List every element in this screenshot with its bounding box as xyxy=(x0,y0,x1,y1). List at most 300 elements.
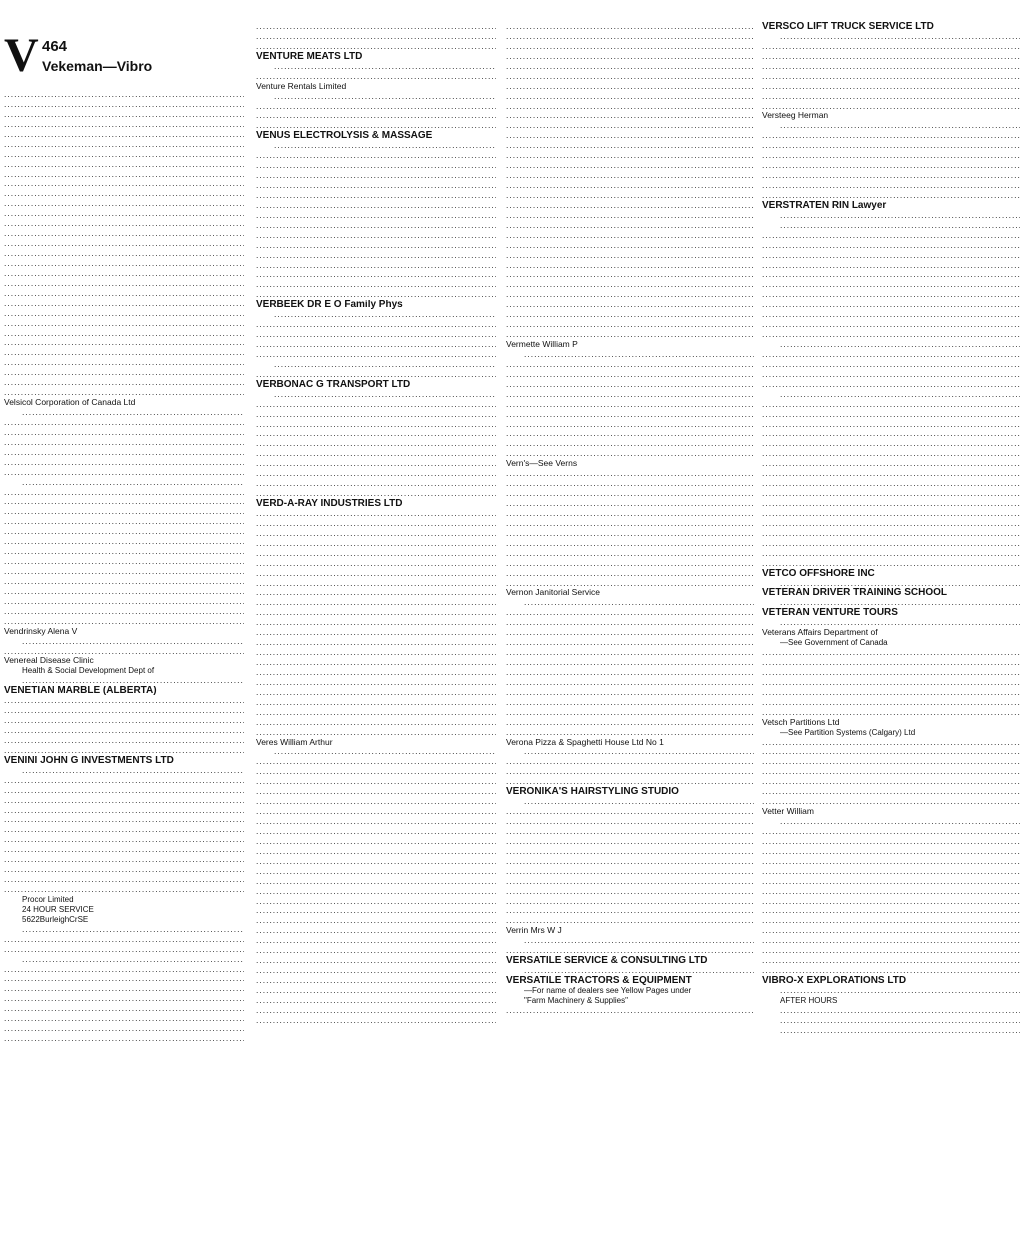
listing-heading xyxy=(762,569,1020,579)
listing-entry xyxy=(506,211,754,221)
leader-dots xyxy=(780,1006,1020,1016)
leader-dots xyxy=(506,668,754,678)
listing-entry xyxy=(506,648,754,658)
leader-dots xyxy=(256,608,496,618)
listing-entry xyxy=(762,261,1020,271)
leader-dots xyxy=(506,22,754,32)
listing-entry xyxy=(4,458,244,468)
leader-dots xyxy=(506,499,754,509)
listing-entry xyxy=(256,618,496,628)
listing-entry xyxy=(256,926,496,936)
listing-heading xyxy=(762,22,1020,32)
leader-dots xyxy=(762,519,1020,529)
listing-entry xyxy=(506,429,754,439)
listing-entry xyxy=(762,439,1020,449)
listing-entry xyxy=(506,52,754,62)
listing-name xyxy=(256,92,274,102)
leader-dots xyxy=(780,986,1020,996)
leader-dots xyxy=(274,141,496,151)
leader-dots xyxy=(780,121,1020,131)
listing-entry xyxy=(506,738,754,748)
leader-dots xyxy=(4,458,244,468)
leader-dots xyxy=(274,62,496,72)
listing-entry xyxy=(4,259,244,269)
listing-name: VENETIAN MARBLE (ALBERTA) xyxy=(4,686,157,697)
leader-dots xyxy=(762,698,1020,708)
leader-dots xyxy=(506,261,754,271)
listing-entry xyxy=(4,398,244,408)
listing-entry xyxy=(506,847,754,857)
leader-dots xyxy=(780,221,1020,231)
listing-entry xyxy=(4,676,244,686)
leader-dots xyxy=(506,688,754,698)
leader-dots xyxy=(4,647,244,657)
listing-entry xyxy=(506,62,754,72)
listing-entry xyxy=(506,459,754,469)
listing-entry xyxy=(4,547,244,557)
listing-entry xyxy=(506,449,754,459)
listing-heading xyxy=(506,956,754,966)
listing-name xyxy=(506,936,524,946)
leader-dots xyxy=(762,439,1020,449)
leader-dots xyxy=(762,906,1020,916)
leader-dots xyxy=(4,776,244,786)
listing-entry xyxy=(256,777,496,787)
leader-dots xyxy=(256,251,496,261)
listing-name xyxy=(4,637,22,647)
listing-entry xyxy=(4,289,244,299)
listing-entry xyxy=(506,270,754,280)
listing-heading xyxy=(4,706,244,716)
listing-entry xyxy=(762,867,1020,877)
leader-dots xyxy=(506,290,754,300)
listing-name: Vendrinsky Alena V xyxy=(4,626,78,636)
leader-dots xyxy=(762,72,1020,82)
leader-dots xyxy=(762,52,1020,62)
leader-dots xyxy=(762,429,1020,439)
listing-entry xyxy=(256,608,496,618)
listing-entry xyxy=(256,191,496,201)
listing-entry xyxy=(762,221,1020,231)
leader-dots xyxy=(506,102,754,112)
listing-heading xyxy=(256,52,496,62)
listing-entry xyxy=(256,320,496,330)
listing-entry xyxy=(4,994,244,1004)
leader-dots xyxy=(4,388,244,398)
leader-dots xyxy=(4,974,244,984)
listing-entry xyxy=(762,698,1020,708)
listing-name xyxy=(506,747,524,757)
leader-dots xyxy=(256,459,496,469)
leader-dots xyxy=(4,825,244,835)
listing-entry xyxy=(506,559,754,569)
leader-dots xyxy=(780,211,1020,221)
leader-dots xyxy=(506,171,754,181)
listing-entry xyxy=(762,757,1020,767)
listing-entry xyxy=(506,688,754,698)
listing-entry xyxy=(256,956,496,966)
leader-dots xyxy=(506,648,754,658)
leader-dots xyxy=(780,579,1020,589)
listing-entry xyxy=(4,577,244,587)
leader-dots xyxy=(506,807,754,817)
listing-name: 5622BurleighCrSE xyxy=(22,914,89,924)
listing-entry xyxy=(506,330,754,340)
listing-entry xyxy=(506,241,754,251)
leader-dots xyxy=(506,439,754,449)
listing-entry xyxy=(762,718,1020,728)
listing-entry xyxy=(762,539,1020,549)
listing-entry xyxy=(4,170,244,180)
leader-dots xyxy=(762,777,1020,787)
leader-dots xyxy=(4,90,244,100)
listing-entry xyxy=(762,489,1020,499)
listing-entry xyxy=(506,877,754,887)
listing-entry xyxy=(506,509,754,519)
listing-entry xyxy=(256,42,496,52)
leader-dots xyxy=(506,698,754,708)
listing-heading xyxy=(256,131,496,141)
leader-dots xyxy=(4,806,244,816)
listing-entry xyxy=(506,310,754,320)
listing-entry xyxy=(256,738,496,748)
listing-entry xyxy=(256,569,496,579)
listing-entry xyxy=(256,529,496,539)
listing-entry xyxy=(256,410,496,420)
listing-entry xyxy=(762,469,1020,479)
listing-entry xyxy=(256,62,496,72)
listing-entry xyxy=(4,885,244,895)
leader-dots xyxy=(22,766,244,776)
listing-entry xyxy=(4,189,244,199)
listing-entry xyxy=(256,767,496,777)
leader-dots xyxy=(256,708,496,718)
listing-entry xyxy=(762,300,1020,310)
listing-entry xyxy=(256,141,496,151)
listing-entry xyxy=(4,855,244,865)
leader-dots xyxy=(524,747,754,757)
listing-entry xyxy=(506,539,754,549)
leader-dots xyxy=(506,906,754,916)
listing-entry xyxy=(256,579,496,589)
leader-dots xyxy=(256,469,496,479)
listing-name xyxy=(762,32,780,42)
listing-entry xyxy=(4,130,244,140)
listing-entry xyxy=(762,270,1020,280)
leader-dots xyxy=(762,92,1020,102)
listing-entry xyxy=(256,370,496,380)
leader-dots xyxy=(762,261,1020,271)
leader-dots xyxy=(762,370,1020,380)
leader-dots xyxy=(4,110,244,120)
leader-dots xyxy=(4,249,244,259)
leader-dots xyxy=(256,857,496,867)
listing-entry xyxy=(4,448,244,458)
listing-name: Procor Limited xyxy=(22,894,74,904)
listing-name xyxy=(762,221,780,231)
listing-name xyxy=(4,478,22,488)
listing-entry xyxy=(506,280,754,290)
listing-entry xyxy=(506,181,754,191)
leader-dots xyxy=(506,141,754,151)
leader-dots xyxy=(762,509,1020,519)
listing-entry xyxy=(4,527,244,537)
leader-dots xyxy=(506,757,754,767)
leader-dots xyxy=(762,191,1020,201)
listing-entry xyxy=(256,350,496,360)
listing-entry xyxy=(4,637,244,647)
listing-entry xyxy=(762,340,1020,350)
leader-dots xyxy=(780,1016,1020,1026)
leader-dots xyxy=(22,637,244,647)
listing-entry xyxy=(4,865,244,875)
listing-entry xyxy=(506,32,754,42)
listing-entry xyxy=(256,221,496,231)
leader-dots xyxy=(256,231,496,241)
leader-dots xyxy=(506,400,754,410)
leader-dots xyxy=(762,310,1020,320)
listing-entry xyxy=(256,400,496,410)
leader-dots xyxy=(4,338,244,348)
leader-dots xyxy=(506,231,754,241)
leader-dots xyxy=(256,191,496,201)
listing-entry xyxy=(4,776,244,786)
listing-entry xyxy=(762,1006,1020,1016)
leader-dots xyxy=(256,22,496,32)
listing-name: AFTER HOURS xyxy=(780,995,838,1005)
listing-entry xyxy=(506,728,754,738)
leader-dots xyxy=(4,309,244,319)
listing-entry xyxy=(4,806,244,816)
leader-dots xyxy=(506,678,754,688)
listing-entry xyxy=(506,807,754,817)
listing-entry xyxy=(4,696,244,706)
leader-dots xyxy=(4,189,244,199)
listing-heading xyxy=(4,686,244,696)
listing-name xyxy=(762,986,780,996)
listing-entry xyxy=(762,906,1020,916)
listing-entry xyxy=(506,251,754,261)
leader-dots xyxy=(4,517,244,527)
listing-entry xyxy=(4,955,244,965)
listing-entry xyxy=(762,151,1020,161)
listing-entry xyxy=(762,330,1020,340)
listing-entry xyxy=(762,92,1020,102)
leader-dots xyxy=(506,469,754,479)
listing-entry xyxy=(256,1006,496,1016)
listing-entry xyxy=(4,587,244,597)
leader-dots xyxy=(506,370,754,380)
listing-name xyxy=(762,340,780,350)
leader-dots xyxy=(762,330,1020,340)
listing-entry xyxy=(4,766,244,776)
listing-entry xyxy=(506,777,754,787)
leader-dots xyxy=(780,598,1020,608)
leader-dots xyxy=(4,835,244,845)
listing-column-4 xyxy=(762,22,1020,1036)
listing-name xyxy=(762,817,780,827)
listing-entry xyxy=(762,241,1020,251)
listing-entry xyxy=(762,310,1020,320)
leader-dots xyxy=(506,867,754,877)
listing-entry xyxy=(256,728,496,738)
listing-name: Health & Social Development Dept of xyxy=(22,666,155,676)
listing-heading xyxy=(506,976,754,986)
listing-entry xyxy=(762,618,1020,628)
leader-dots xyxy=(762,410,1020,420)
listing-name: VERD-A-RAY INDUSTRIES LTD xyxy=(256,499,403,509)
listing-entry xyxy=(506,897,754,907)
listing-entry xyxy=(762,131,1020,141)
leader-dots xyxy=(256,519,496,529)
listing-entry xyxy=(762,658,1020,668)
leader-dots xyxy=(4,160,244,170)
listing-entry xyxy=(4,915,244,925)
guide-words: Vekeman—Vibro xyxy=(42,58,153,74)
listing-entry xyxy=(4,746,244,756)
listing-entry xyxy=(762,996,1020,1006)
leader-dots xyxy=(780,32,1020,42)
listing-entry xyxy=(256,747,496,757)
leader-dots xyxy=(506,300,754,310)
listing-heading xyxy=(762,608,1020,618)
listing-name xyxy=(256,390,274,400)
listing-entry xyxy=(762,847,1020,857)
leader-dots xyxy=(506,916,754,926)
leader-dots xyxy=(256,102,496,112)
leader-dots xyxy=(762,131,1020,141)
listing-entry xyxy=(506,966,754,976)
leader-dots xyxy=(506,251,754,261)
listing-name xyxy=(4,408,22,418)
leader-dots xyxy=(506,111,754,121)
listing-entry xyxy=(762,449,1020,459)
leader-dots xyxy=(4,1004,244,1014)
leader-dots xyxy=(4,597,244,607)
listing-name xyxy=(762,390,780,400)
leader-dots xyxy=(524,598,754,608)
leader-dots xyxy=(506,62,754,72)
leader-dots xyxy=(762,648,1020,658)
listing-entry xyxy=(762,986,1020,996)
leader-dots xyxy=(506,211,754,221)
leader-dots xyxy=(506,827,754,837)
leader-dots xyxy=(506,549,754,559)
listing-entry xyxy=(762,747,1020,757)
listing-entry xyxy=(256,111,496,121)
leader-dots xyxy=(256,887,496,897)
leader-dots xyxy=(762,479,1020,489)
listing-heading xyxy=(256,161,496,171)
leader-dots xyxy=(506,946,754,956)
listing-entry xyxy=(762,628,1020,638)
leader-dots xyxy=(762,757,1020,767)
leader-dots xyxy=(256,529,496,539)
listing-entry xyxy=(506,300,754,310)
listing-entry xyxy=(4,607,244,617)
listing-entry xyxy=(506,718,754,728)
leader-dots xyxy=(4,547,244,557)
listing-entry xyxy=(506,231,754,241)
leader-dots xyxy=(256,241,496,251)
listing-name: Verrin Mrs W J xyxy=(506,926,562,936)
leader-dots xyxy=(762,171,1020,181)
listing-entry xyxy=(256,887,496,897)
listing-entry xyxy=(256,936,496,946)
listing-entry xyxy=(4,219,244,229)
listing-entry xyxy=(506,191,754,201)
listing-entry xyxy=(762,370,1020,380)
listing-entry xyxy=(4,229,244,239)
listing-entry xyxy=(762,668,1020,678)
listing-entry xyxy=(762,280,1020,290)
listing-column-2 xyxy=(256,22,496,1026)
listing-entry xyxy=(762,877,1020,887)
leader-dots xyxy=(256,280,496,290)
leader-dots xyxy=(4,448,244,458)
listing-entry xyxy=(506,598,754,608)
listing-entry xyxy=(4,835,244,845)
leader-dots xyxy=(256,787,496,797)
leader-dots xyxy=(762,926,1020,936)
listing-entry xyxy=(256,201,496,211)
listing-entry xyxy=(506,946,754,956)
listing-entry xyxy=(4,656,244,666)
leader-dots xyxy=(256,340,496,350)
listing-entry xyxy=(762,82,1020,92)
leader-dots xyxy=(274,390,496,400)
listing-entry xyxy=(506,400,754,410)
listing-name: VENINI JOHN G INVESTMENTS LTD xyxy=(4,755,174,766)
leader-dots xyxy=(506,380,754,390)
listing-entry xyxy=(4,110,244,120)
listing-name: VERBEEK DR E O Family Phys xyxy=(256,300,403,311)
leader-dots xyxy=(506,320,754,330)
listing-entry xyxy=(256,390,496,400)
listing-entry xyxy=(762,638,1020,648)
listing-name: VERSATILE SERVICE & CONSULTING LTD xyxy=(506,956,708,967)
leader-dots xyxy=(256,648,496,658)
listing-name xyxy=(762,121,780,131)
leader-dots xyxy=(256,509,496,519)
listing-entry xyxy=(4,597,244,607)
listing-entry xyxy=(506,837,754,847)
leader-dots xyxy=(256,956,496,966)
listing-entry xyxy=(762,807,1020,817)
leader-dots xyxy=(506,121,754,131)
listing-entry xyxy=(256,867,496,877)
leader-dots xyxy=(4,984,244,994)
leader-dots xyxy=(4,736,244,746)
leader-dots xyxy=(256,429,496,439)
leader-dots xyxy=(4,378,244,388)
listing-entry xyxy=(506,42,754,52)
leader-dots xyxy=(506,489,754,499)
leader-dots xyxy=(506,390,754,400)
leader-dots xyxy=(506,579,754,589)
listing-entry xyxy=(762,1026,1020,1036)
listing-entry xyxy=(762,787,1020,797)
leader-dots xyxy=(256,588,496,598)
listing-entry xyxy=(4,209,244,219)
listing-entry xyxy=(256,519,496,529)
listing-entry xyxy=(762,926,1020,936)
leader-dots xyxy=(4,567,244,577)
listing-name xyxy=(762,1026,780,1036)
leader-dots xyxy=(4,786,244,796)
leader-dots xyxy=(762,449,1020,459)
listing-entry xyxy=(506,708,754,718)
